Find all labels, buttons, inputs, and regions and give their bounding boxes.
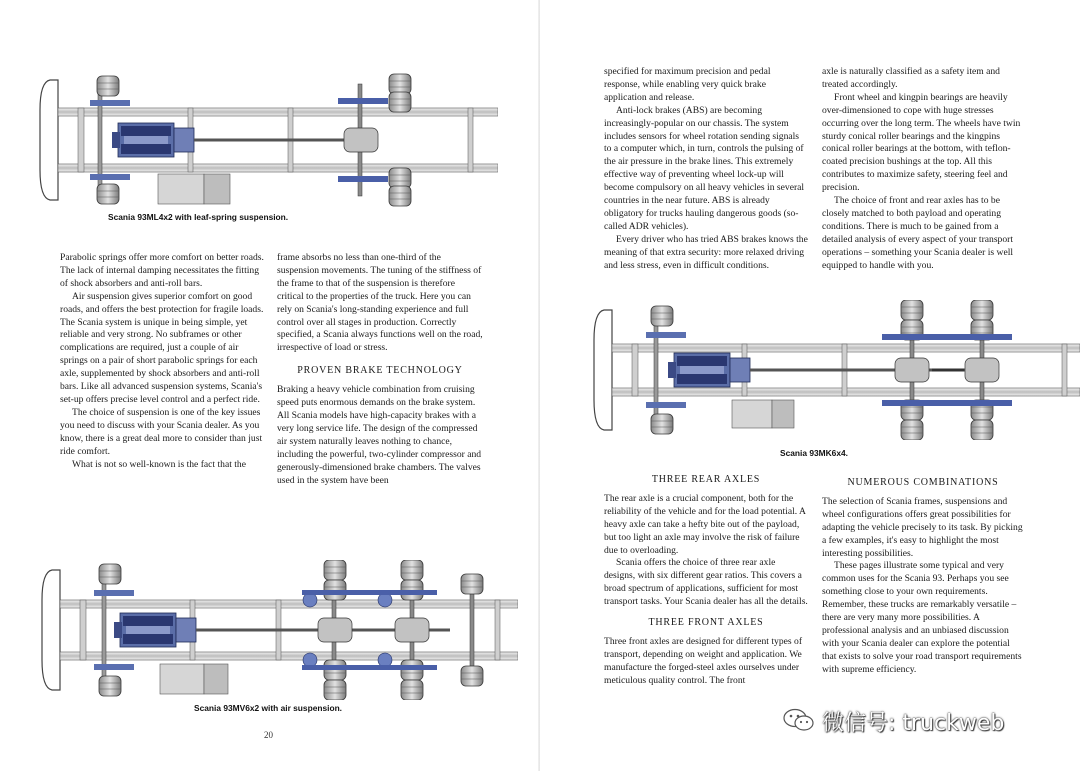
paragraph: specified for maximum precision and pedal response, while enabling very quick brake application and release. (604, 66, 771, 103)
watermark (782, 706, 1062, 736)
paragraph: axle is naturally classified as a safety item and treated accordingly. (822, 66, 1000, 90)
right-page (540, 0, 1080, 771)
paragraph: Front wheel and kingpin bearings are heavily over-dimensioned to cope with huge stresses occurring over the long term. The wheels have twin sturdy conical roller bearings and the kingpins conical roller bearings at the bottom, with teflon-coated precision bushings at the top. All this contributes to maximize safety, steering feel and precision. (822, 91, 1021, 194)
paragraph: The selection of Scania frames, suspensions and wheel configurations offers great possibilities for adapting the vehicle precisely to its task. By picking a few examples, it's easy to highlight the most interesting possibilities. (822, 495, 1023, 559)
paragraph: Every driver who has tried ABS brakes knows the meaning of that extra security: more relaxed driving and less stress, even in difficult conditions. (604, 233, 808, 271)
left-text-column-2 (277, 252, 483, 487)
paragraph: The choice of front and rear axles has to be closely matched to both payload and operating conditions. There is much to be gained from a detailed analysis of every aspect of your transport operations – something your Scania dealer is well equipped to handle with you. (822, 195, 1014, 271)
paragraph: frame absorbs no less than one-third of the suspension movements. The tuning of the stiffness of the frame to that of the suspension is therefore critical to the properties of the truck. Here you can rely on Scania's long-standing experience and full control over all stages in production. Correctly specified, a Scania always functions well on the road, irrespective of load or stress. (277, 252, 483, 354)
figure-caption-bottom: Scania 93MV6x2 with air suspension. (194, 703, 343, 713)
watermark-text: 微信号: truckweb (822, 711, 1005, 736)
section-heading-combinations: NUMEROUS COMBINATIONS (847, 477, 999, 488)
right-bottom-column-1 (604, 474, 808, 688)
paragraph: The choice of suspension is one of the key issues you need to discuss with your Scania dealer. As you know, there is a great deal more to consider than just ride comfort. (60, 406, 263, 457)
paragraph: Three front axles are designed for different types of transport, depending on weight and application. We manufacture the forged-steel axles ourselves under meticulous quality control. The front (604, 635, 803, 686)
right-top-column-1 (604, 66, 808, 273)
paragraph: These pages illustrate some typical and very common uses for the Scania 93. Perhaps you see something close to your own requirements. Remember, these trucks are remarkably versatile – there are very many more possibilities. A professional analysis and an unbiased discussion with your Scania dealer can explore the potential that exists to solve your road transport requirements with supreme efficiency. (822, 560, 1022, 675)
paragraph: What is not so well-known is the fact that the (72, 458, 246, 470)
chassis-diagram-6x4 (592, 300, 1080, 440)
paragraph: Air suspension gives superior comfort on good roads, and offers the best protection for fragile loads. The Scania system is unique in being simple, yet reliable and very strong. No subframes or other complications are required, just a couple of air springs on a pair of short parabolic springs for each axle, supplemented by shock absorbers and anti-roll bars. Like all advanced suspension systems, Scania's set-up offers precise level control and a perfect ride. (60, 290, 264, 405)
right-top-column-2 (822, 66, 1024, 273)
paragraph: Anti-lock brakes (ABS) are becoming increasingly-popular on our chassis. The system includes sensors for wheel rotation sending signals to a computer which, in turn, controls the pulsing of the air pressure in the brake lines. This extremely effective way of preventing wheel lock-up will become compulsory on all heavy vehicles in several countries in the near future. ABS is already obligatory for trucks hauling dangerous goods (so-called ADR vehicles). (604, 104, 805, 232)
left-text-column-1 (60, 252, 267, 471)
chassis-diagram-6x2 (40, 560, 518, 700)
wechat-icon (782, 708, 816, 732)
section-heading-brakes: PROVEN BRAKE TECHNOLOGY (297, 365, 463, 377)
figure-caption-right: Scania 93MK6x4. (780, 448, 848, 458)
section-heading-front-axles: THREE FRONT AXLES (648, 617, 764, 629)
paragraph: Parabolic springs offer more comfort on better roads. The lack of internal damping necessitates the fitting of shock absorbers and anti-roll bars. (60, 252, 264, 289)
section-heading-rear-axles: THREE REAR AXLES (651, 474, 761, 485)
paragraph: The rear axle is a crucial component, both for the reliability of the vehicle and for the load potential. A heavy axle can take a hefty bite out of the payload, but too light an axle may involve the risk of failure due to overloading. (604, 492, 806, 556)
chassis-diagram-4x2 (38, 70, 498, 210)
figure-caption-top: Scania 93ML4x2 with leaf-spring suspension. (108, 212, 289, 222)
page-number: 20 (264, 730, 273, 740)
paragraph: Scania offers the choice of three rear axle designs, with six different gear ratios. This covers a broad spectrum of applications, sufficient for most transport tasks. Your Scania dealer has all the details. (604, 557, 808, 608)
paragraph: Braking a heavy vehicle combination from cruising speed puts enormous demands on the brake system. All Scania models have high-capacity brakes with a very long service life. The design of the compressed air system naturally leaves nothing to chance, including the powerful, two-cylinder compressor and generously-dimensioned brake chambers. The valves used in the system have been (277, 384, 482, 486)
right-bottom-column-2 (822, 477, 1024, 677)
